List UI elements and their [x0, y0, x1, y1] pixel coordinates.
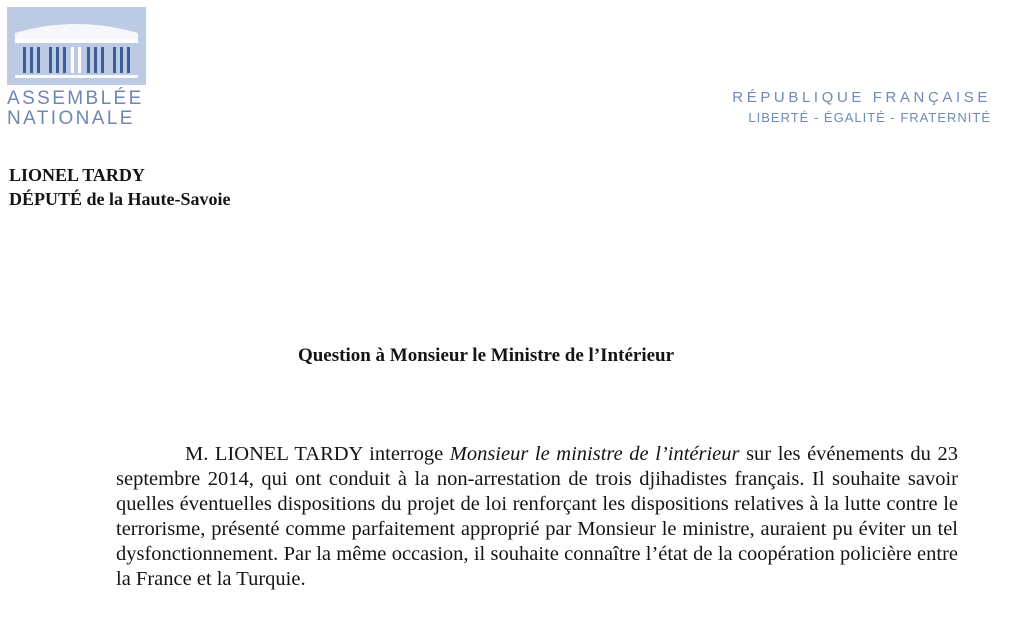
republic-name: RÉPUBLIQUE FRANÇAISE	[732, 89, 991, 106]
author-name: LIONEL TARDY	[9, 165, 145, 185]
republic-header	[732, 88, 991, 128]
question-body-rest: sur les événements du 23 septembre 2014, qui ont conduit à la non-arrestation de trois djihadistes français. Il souhaite savoir quelles éventuelles dispositions du projet de loi renforçant les dispositions relatives à la lutte contre le terrorisme, présenté comme parfaitement approprié par Monsieur le ministre, auraient pu éviter un tel dysfonctionnement. Par la même occasion, il souhaite connaître l’état de la coopération policière entre la France et la Turquie.	[116, 442, 958, 590]
hemicycle-icon	[7, 7, 146, 85]
question-body	[116, 442, 958, 592]
author-title	[9, 187, 231, 211]
republic-motto: LIBERTÉ - ÉGALITÉ - FRATERNITÉ	[748, 110, 991, 125]
logo-text-line-1: ASSEMBLÉE	[7, 88, 144, 109]
assemblee-nationale-logo	[7, 7, 146, 131]
author-title-prefix: DÉPUTÉ	[9, 189, 83, 209]
question-body-start: M. LIONEL TARDY interroge	[185, 442, 450, 465]
question-title: Question à Monsieur le Ministre de l’Intérieur	[297, 345, 675, 366]
author-block	[9, 163, 231, 211]
author-title-suffix: de la Haute-Savoie	[82, 189, 231, 209]
logo-text-line-2: NATIONALE	[7, 108, 135, 129]
question-body-addressee: Monsieur le ministre de l’intérieur	[449, 442, 740, 465]
